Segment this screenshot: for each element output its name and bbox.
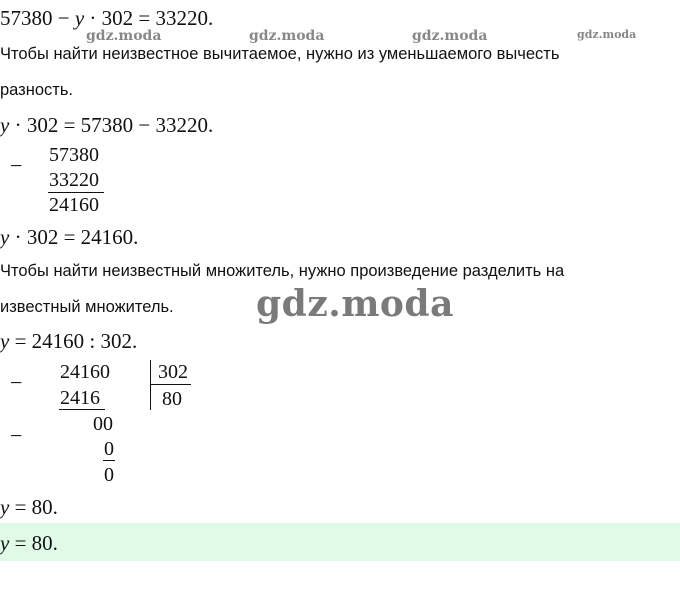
equation-original xyxy=(0,8,213,29)
watermark: gdz.moda xyxy=(412,28,488,44)
subtraction-subtrahend: 33220 xyxy=(49,169,99,191)
rule-subtrahend-line2: разность. xyxy=(0,81,74,99)
variable-y: y xyxy=(0,113,10,137)
division-step2-remainder: 00 xyxy=(93,413,113,435)
division-step1-line xyxy=(59,409,105,410)
answer-right: = 80. xyxy=(9,531,58,555)
division-divisor: 302 xyxy=(158,361,188,383)
division-final-remainder: 0 xyxy=(104,464,114,486)
division-dividend: 24160 xyxy=(60,361,110,383)
equation-right: · 302 = 24160. xyxy=(9,225,139,249)
equation-right: = 24160 : 302. xyxy=(9,329,138,353)
watermark: gdz.moda xyxy=(577,28,637,41)
division-sign-2: − xyxy=(10,423,23,448)
variable-y: y xyxy=(74,6,85,30)
subtraction-result: 24160 xyxy=(49,194,99,216)
rule-factor-line1: Чтобы найти неизвестный множитель, нужно произведение разделить на xyxy=(0,262,565,280)
subtraction-sign: − xyxy=(10,153,23,178)
watermark-large: gdz.moda xyxy=(256,283,454,325)
subtraction-minuend: 57380 xyxy=(49,144,99,166)
rule-subtrahend-line1: Чтобы найти неизвестное вычитаемое, нужно из уменьшаемого вычесть xyxy=(0,45,560,63)
equation-right: = 80. xyxy=(9,495,58,519)
equation-right: · 302 = 57380 − 33220. xyxy=(9,113,214,137)
answer-highlight xyxy=(0,523,680,561)
rule-factor-line2: известный множитель. xyxy=(0,298,174,316)
division-step1-subtrahend: 2416 xyxy=(60,387,100,409)
watermark: gdz.moda xyxy=(249,28,325,44)
equation-result xyxy=(0,497,58,518)
division-step2-subtrahend: 0 xyxy=(104,438,114,460)
equation-left: 57380 − xyxy=(0,6,75,30)
division-quotient: 80 xyxy=(162,388,182,410)
equation-right: · 302 = 33220. xyxy=(84,6,214,30)
division-bracket xyxy=(150,360,151,410)
division-divisor-line xyxy=(151,384,191,385)
variable-y: y xyxy=(0,225,10,249)
variable-y: y xyxy=(0,329,10,353)
equation-step4 xyxy=(0,331,137,352)
variable-y: y xyxy=(0,495,10,519)
variable-y: y xyxy=(0,531,10,555)
subtraction-line xyxy=(48,192,104,193)
equation-step2 xyxy=(0,115,213,136)
answer-equation xyxy=(0,533,58,554)
watermark: gdz.moda xyxy=(86,28,162,44)
division-sign-1: − xyxy=(10,370,23,395)
equation-step3 xyxy=(0,227,138,248)
division-step2-line xyxy=(103,460,115,461)
